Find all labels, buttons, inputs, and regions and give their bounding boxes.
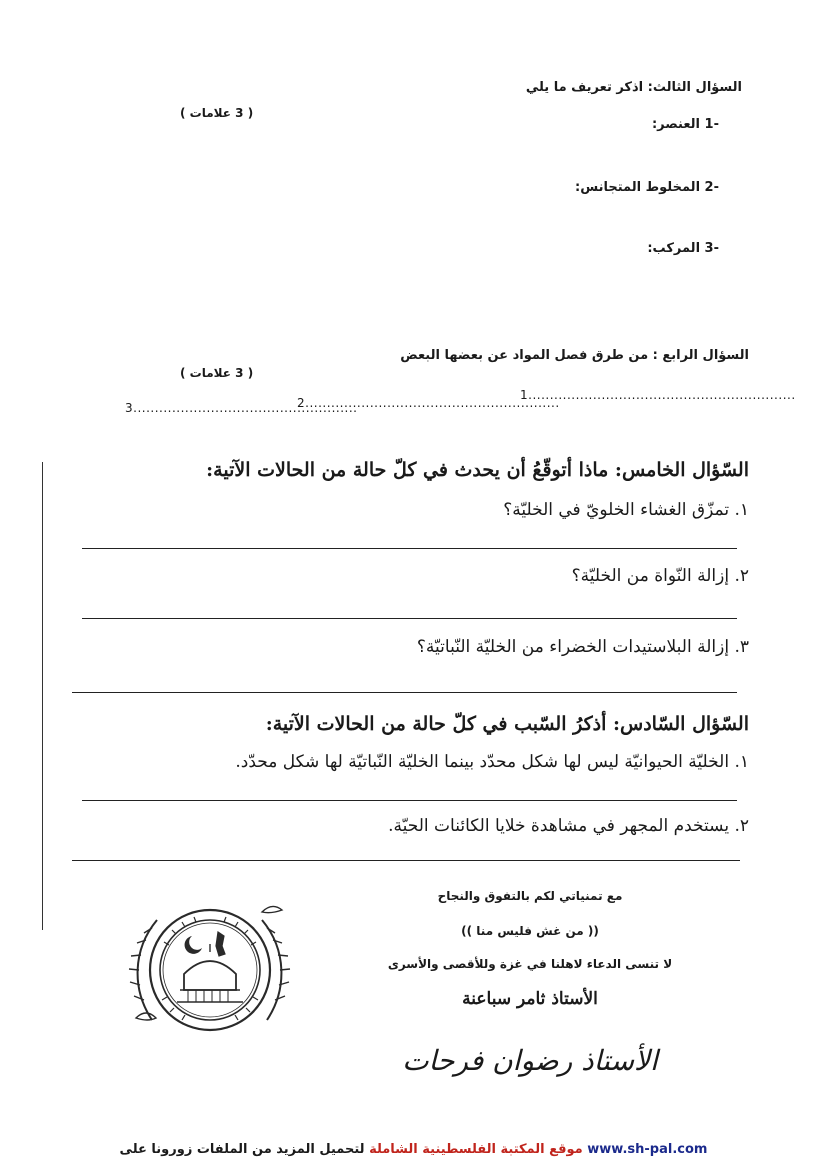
signature: الأستاذ رضوان فرحات [402, 1044, 658, 1077]
q3-item-2: -2 المخلوط المتجانس: [575, 180, 719, 195]
closing-dua: لا تنسى الدعاء لاهلنا في غزة وللأقصى والأسرى [387, 957, 673, 971]
q4-blank-2[interactable]: 2........................................................... [297, 396, 560, 410]
q5-item-1: ١. تمزّق الغشاء الخلويّ في الخليّة؟ [503, 500, 749, 520]
q6-answer-line-1[interactable] [82, 800, 737, 801]
q4-blank-3[interactable]: 3.................................................... [125, 401, 358, 415]
q6-title: السّؤال السّادس: أذكرُ السّبب في كلّ حالة من الحالات الآتية: [265, 713, 749, 735]
teacher-name: الأستاذ ثامر سباعنة [462, 989, 598, 1009]
footer-prefix: لتحميل المزيد من الملفات زورونا على [119, 1142, 365, 1157]
q6-item-1: ١. الخليّة الحيوانيّة ليس لها شكل محدّد بينما الخليّة النّباتيّة لها شكل محدّد. [235, 752, 749, 772]
q5-title: السّؤال الخامس: ماذا أتوقّعُ أن يحدث في كلّ حالة من الحالات الآتية: [206, 459, 749, 481]
q3-title: السؤال الثالث: اذكر تعريف ما يلي [525, 80, 742, 95]
q6-answer-line-2[interactable] [72, 860, 740, 861]
footer [0, 1142, 827, 1157]
q6-item-2: ٢. يستخدم المجهر في مشاهدة خلايا الكائنات الحيّة. [388, 816, 749, 836]
q5-answer-line-1[interactable] [82, 548, 737, 549]
q5-answer-line-3[interactable] [72, 692, 737, 693]
q5-answer-line-2[interactable] [82, 618, 737, 619]
q3-item-3: -3 المركب: [647, 241, 719, 256]
q4-blank-1[interactable]: 1.............................................................. [520, 388, 796, 402]
aqsa-seal-icon [122, 890, 297, 1050]
footer-url[interactable]: www.sh-pal.com [587, 1142, 708, 1157]
q4-title: السؤال الرابع : من طرق فصل المواد عن بعضها البعض [400, 348, 749, 363]
footer-library[interactable]: موقع المكتبة الفلسطينية الشاملة [369, 1142, 583, 1157]
q3-item-1: -1 العنصر: [651, 117, 719, 132]
q3-marks: ( 3 علامات ) [180, 106, 254, 120]
page-border [42, 462, 43, 930]
closing-hadith: (( من غش فليس منا )) [461, 924, 599, 938]
q5-item-3: ٣. إزالة البلاستيدات الخضراء من الخليّة النّباتيّة؟ [416, 637, 749, 657]
closing-wish: مع تمنياتي لكم بالتفوق والنجاح [437, 889, 623, 903]
q4-marks: ( 3 علامات ) [180, 366, 254, 380]
q5-item-2: ٢. إزالة النّواة من الخليّة؟ [571, 566, 749, 586]
